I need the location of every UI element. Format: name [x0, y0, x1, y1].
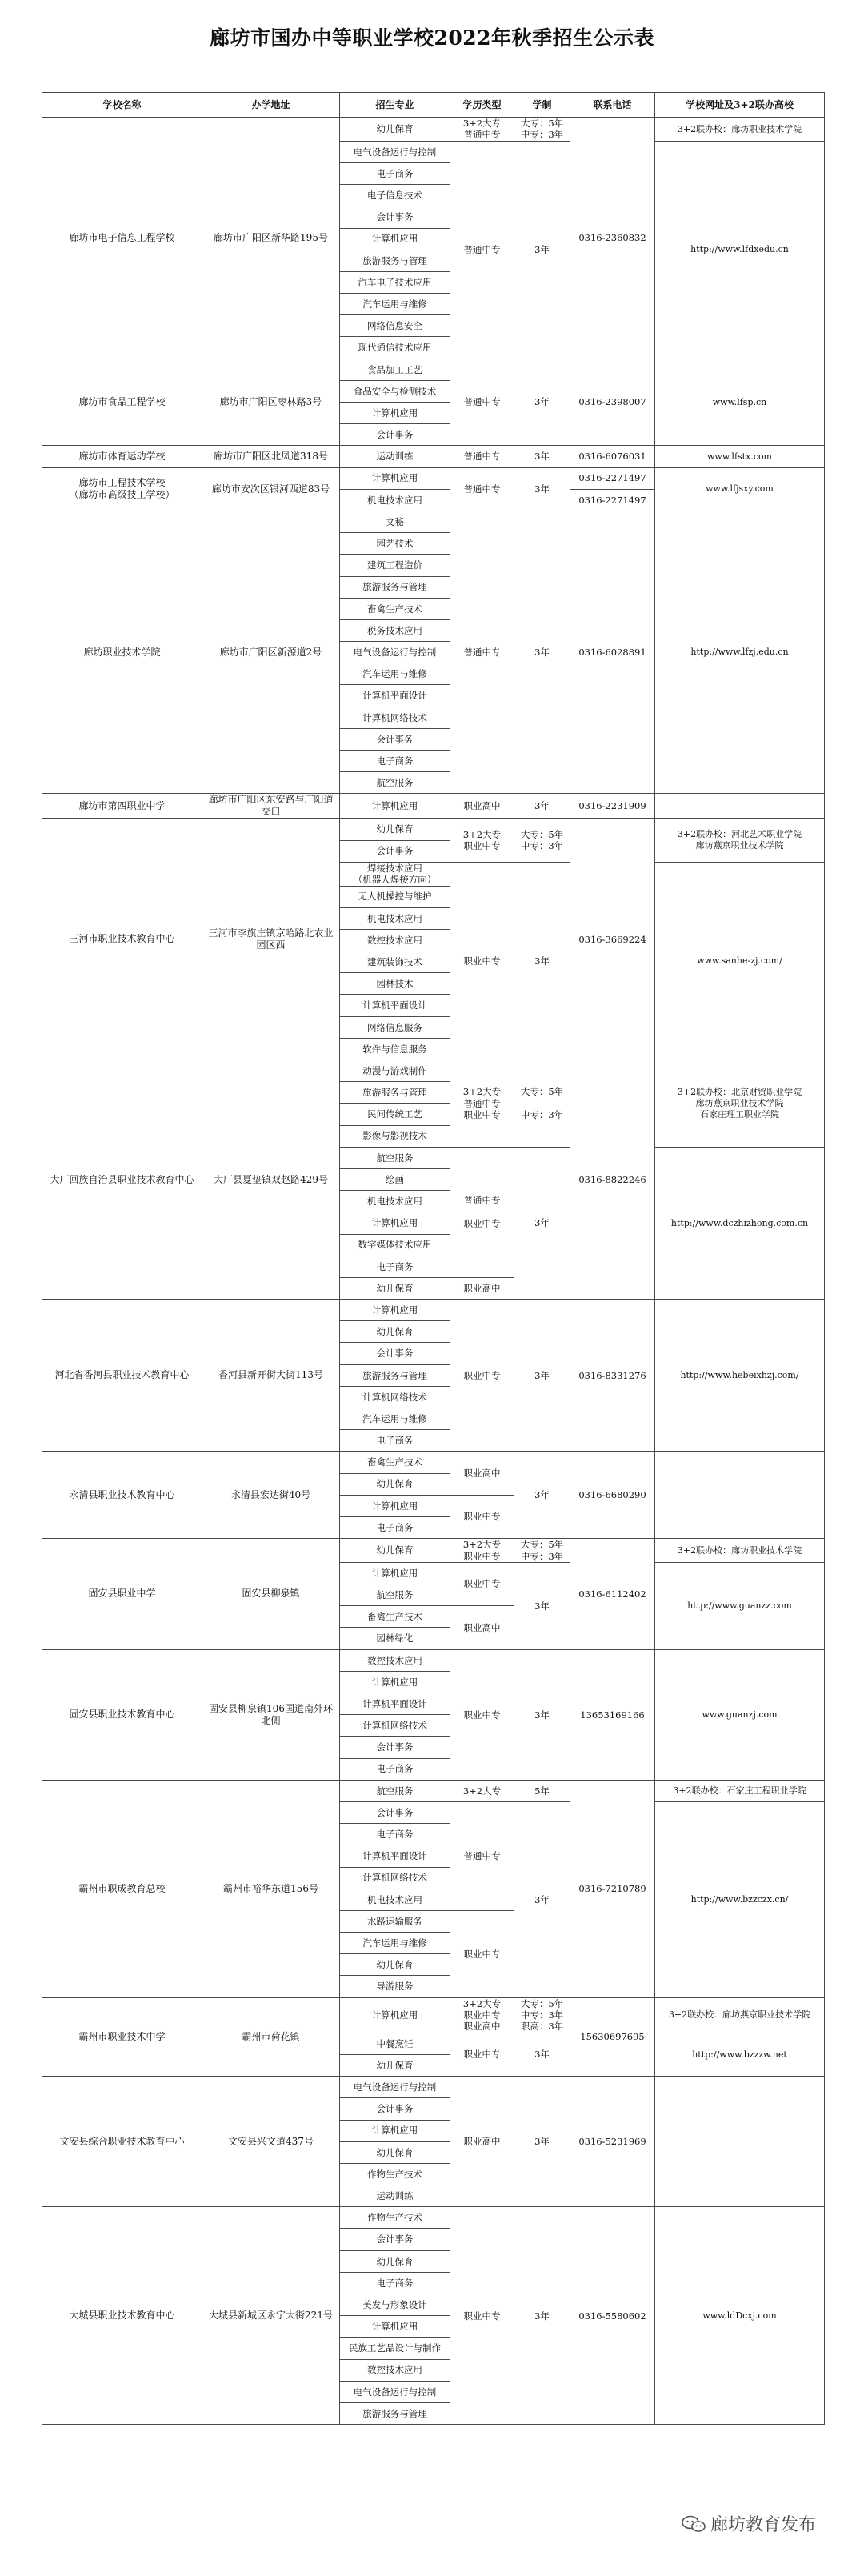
major-cell: 运动训练	[340, 2185, 450, 2207]
major-cell: 航空服务	[340, 1147, 450, 1168]
major-cell: 无人机操控与维护	[340, 886, 450, 907]
major-cell: 绘画	[340, 1168, 450, 1190]
major-cell: 幼儿保育	[340, 2141, 450, 2163]
major-cell: 电子商务	[340, 1430, 450, 1452]
major-cell: 机电技术应用	[340, 907, 450, 929]
major-cell: 计算机网络技术	[340, 1867, 450, 1889]
contact-phone: 0316-8822246	[570, 1060, 655, 1300]
school-address: 大厂县夏垫镇双赵路429号	[202, 1060, 340, 1300]
contact-phone: 0316-2231909	[570, 794, 655, 819]
school-name: 固安县职业技术教育中心	[42, 1649, 202, 1780]
major-cell: 计算机网络技术	[340, 1715, 450, 1737]
major-cell: 数字媒体技术应用	[340, 1234, 450, 1256]
major-cell: 现代通信技术应用	[340, 337, 450, 359]
education-type: 职业中专	[450, 1495, 514, 1538]
education-type: 3+2大专	[450, 1780, 514, 1801]
duration: 3年	[514, 446, 570, 467]
major-cell: 会计事务	[340, 840, 450, 862]
major-cell: 影像与影视技术	[340, 1125, 450, 1147]
education-type: 职业中专	[450, 1910, 514, 1997]
school-address: 固安县柳泉镇106国道南外环北侧	[202, 1649, 340, 1780]
major-cell: 会计事务	[340, 1801, 450, 1823]
contact-phone: 0316-6076031	[570, 446, 655, 467]
major-cell: 电子商务	[340, 1758, 450, 1780]
school-address: 永清县宏达街40号	[202, 1452, 340, 1539]
education-type: 职业高中	[450, 1606, 514, 1649]
school-address: 文安县兴文道437号	[202, 2077, 340, 2207]
major-cell: 计算机应用	[340, 1300, 450, 1321]
education-type: 职业高中	[450, 2077, 514, 2207]
major-cell: 电气设备运行与控制	[340, 642, 450, 663]
contact-phone: 0316-6028891	[570, 511, 655, 793]
table-row	[42, 1539, 825, 1563]
table-row	[42, 511, 825, 532]
website-cell: www.guanzj.com	[655, 1649, 825, 1780]
table-header-row	[42, 93, 825, 118]
major-cell: 航空服务	[340, 1780, 450, 1801]
education-type: 职业中专	[450, 2033, 514, 2076]
major-cell: 文秘	[340, 511, 450, 532]
website-cell: 3+2联办校：廊坊燕京职业技术学院	[655, 1997, 825, 2033]
major-cell: 旅游服务与管理	[340, 576, 450, 598]
contact-phone: 0316-2360832	[570, 118, 655, 359]
table-row	[42, 1452, 825, 1473]
duration: 3年	[514, 141, 570, 359]
duration: 3年	[514, 511, 570, 793]
duration: 3年	[514, 467, 570, 511]
education-type: 普通中专	[450, 467, 514, 511]
education-type: 职业高中	[450, 1277, 514, 1299]
school-name: 霸州市职成教育总校	[42, 1780, 202, 1997]
table-row	[42, 2207, 825, 2229]
contact-phone: 13653169166	[570, 1649, 655, 1780]
major-cell: 电子商务	[340, 1256, 450, 1277]
website-cell: http://www.lfzj.edu.cn	[655, 511, 825, 793]
duration: 3年	[514, 2033, 570, 2076]
major-cell: 电气设备运行与控制	[340, 2381, 450, 2402]
school-name: 廊坊市体育运动学校	[42, 446, 202, 467]
major-cell: 建筑装饰技术	[340, 951, 450, 973]
website-cell: http://www.lfdxedu.cn	[655, 141, 825, 359]
school-address: 三河市李旗庄镇京哈路北农业园区西	[202, 819, 340, 1060]
duration: 3年	[514, 2207, 570, 2425]
education-type: 3+2大专 普通中专	[450, 118, 514, 142]
major-cell: 作物生产技术	[340, 2163, 450, 2185]
major-cell: 幼儿保育	[340, 1321, 450, 1343]
education-type: 职业中专	[450, 1300, 514, 1452]
education-type: 普通中专 职业中专	[450, 1147, 514, 1277]
major-cell: 计算机应用	[340, 403, 450, 424]
major-cell: 电气设备运行与控制	[340, 2077, 450, 2098]
major-cell: 旅游服务与管理	[340, 1364, 450, 1386]
major-cell: 民族工艺品设计与制作	[340, 2338, 450, 2359]
duration: 3年	[514, 862, 570, 1060]
major-cell: 计算机网络技术	[340, 1386, 450, 1408]
education-type: 普通中专	[450, 511, 514, 793]
education-type: 3+2大专 职业中专	[450, 1539, 514, 1563]
major-cell: 汽车运用与维修	[340, 1408, 450, 1430]
contact-phone: 0316-2271497	[570, 489, 655, 511]
school-name: 大城县职业技术教育中心	[42, 2207, 202, 2425]
major-cell: 计算机平面设计	[340, 1693, 450, 1715]
duration: 3年	[514, 1300, 570, 1452]
contact-phone: 0316-6112402	[570, 1539, 655, 1650]
contact-phone: 0316-2398007	[570, 359, 655, 446]
education-type: 普通中专	[450, 359, 514, 446]
header-duration: 学制	[514, 93, 570, 118]
major-cell: 畜禽生产技术	[340, 598, 450, 619]
duration: 3年	[514, 2077, 570, 2207]
major-cell: 会计事务	[340, 206, 450, 228]
major-cell: 软件与信息服务	[340, 1038, 450, 1060]
contact-phone: 0316-2271497	[570, 467, 655, 489]
major-cell: 网络信息服务	[340, 1016, 450, 1038]
school-address: 廊坊市广阳区北凤道318号	[202, 446, 340, 467]
major-cell: 园林技术	[340, 973, 450, 995]
contact-phone: 0316-3669224	[570, 819, 655, 1060]
header-website: 学校网址及3+2联办高校	[655, 93, 825, 118]
website-cell: 3+2联办校：廊坊职业技术学院	[655, 118, 825, 142]
website-cell: www.lfsp.cn	[655, 359, 825, 446]
enrollment-table	[42, 92, 825, 2425]
school-name: 廊坊市电子信息工程学校	[42, 118, 202, 359]
table-row	[42, 118, 825, 142]
major-cell: 动漫与游戏制作	[340, 1060, 450, 1082]
school-address: 廊坊市广阳区枣林路3号	[202, 359, 340, 446]
major-cell: 数控技术应用	[340, 929, 450, 951]
duration: 3年	[514, 359, 570, 446]
education-type: 3+2大专 普通中专 职业中专	[450, 1060, 514, 1148]
duration: 3年	[514, 1649, 570, 1780]
school-name: 廊坊职业技术学院	[42, 511, 202, 793]
education-type: 职业中专	[450, 2207, 514, 2425]
duration: 大专：5年 中专：3年 职高：3年	[514, 1997, 570, 2033]
major-cell: 计算机网络技术	[340, 707, 450, 728]
major-cell: 幼儿保育	[340, 2250, 450, 2272]
major-cell: 计算机平面设计	[340, 1845, 450, 1867]
website-cell: 3+2联办校：北京财贸职业学院 廊坊燕京职业技术学院 石家庄理工职业学院	[655, 1060, 825, 1148]
major-cell: 会计事务	[340, 728, 450, 750]
major-cell: 幼儿保育	[340, 1277, 450, 1299]
education-type: 3+2大专 职业中专	[450, 819, 514, 862]
major-cell: 汽车运用与维修	[340, 663, 450, 685]
page-title: 廊坊市国办中等职业学校2022年秋季招生公示表	[209, 26, 655, 50]
duration: 3年	[514, 1801, 570, 1997]
website-cell: www.sanhe-zj.com/	[655, 862, 825, 1060]
watermark	[682, 2511, 816, 2536]
major-cell: 机电技术应用	[340, 1889, 450, 1910]
education-type: 普通中专	[450, 141, 514, 359]
school-address: 固安县柳泉镇	[202, 1539, 340, 1650]
header-education-type: 学历类型	[450, 93, 514, 118]
major-cell: 机电技术应用	[340, 1191, 450, 1212]
major-cell: 数控技术应用	[340, 1649, 450, 1671]
table-row	[42, 1060, 825, 1082]
website-cell	[655, 794, 825, 819]
major-cell: 电子商务	[340, 2272, 450, 2294]
major-cell: 导游服务	[340, 1976, 450, 1997]
major-cell: 旅游服务与管理	[340, 2402, 450, 2424]
school-name: 固安县职业中学	[42, 1539, 202, 1650]
major-cell: 园艺技术	[340, 533, 450, 555]
contact-phone: 0316-6680290	[570, 1452, 655, 1539]
school-name: 河北省香河县职业技术教育中心	[42, 1300, 202, 1452]
header-school-name: 学校名称	[42, 93, 202, 118]
major-cell: 电子商务	[340, 1824, 450, 1845]
school-address: 廊坊市广阳区新源道2号	[202, 511, 340, 793]
duration: 3年	[514, 1452, 570, 1539]
table-row	[42, 1300, 825, 1321]
school-name: 霸州市职业技术中学	[42, 1997, 202, 2077]
table-row	[42, 1780, 825, 1801]
major-cell: 计算机应用	[340, 1671, 450, 1693]
school-name: 大厂回族自治县职业技术教育中心	[42, 1060, 202, 1300]
website-cell: www.lfstx.com	[655, 446, 825, 467]
website-cell: www.ldDcxj.com	[655, 2207, 825, 2425]
major-cell: 中餐烹饪	[340, 2033, 450, 2054]
major-cell: 会计事务	[340, 1737, 450, 1758]
contact-phone: 0316-8331276	[570, 1300, 655, 1452]
table-body	[42, 118, 825, 2425]
education-type: 职业中专	[450, 862, 514, 1060]
major-cell: 畜禽生产技术	[340, 1606, 450, 1628]
major-cell: 旅游服务与管理	[340, 250, 450, 271]
major-cell: 计算机平面设计	[340, 995, 450, 1016]
major-cell: 幼儿保育	[340, 118, 450, 142]
school-address: 香河县新开街大街113号	[202, 1300, 340, 1452]
table-row	[42, 359, 825, 380]
major-cell: 计算机应用	[340, 228, 450, 250]
school-name: 永清县职业技术教育中心	[42, 1452, 202, 1539]
duration: 大专：5年 中专：3年	[514, 118, 570, 142]
table-row	[42, 467, 825, 489]
major-cell: 计算机应用	[340, 2316, 450, 2338]
major-cell: 计算机应用	[340, 467, 450, 489]
website-cell: 3+2联办校：河北艺术职业学院 廊坊燕京职业技术学院	[655, 819, 825, 862]
major-cell: 税务技术应用	[340, 619, 450, 641]
major-cell: 计算机应用	[340, 2120, 450, 2141]
major-cell: 建筑工程造价	[340, 555, 450, 576]
school-address: 廊坊市广阳区新华路195号	[202, 118, 340, 359]
header-phone: 联系电话	[570, 93, 655, 118]
website-cell: http://www.bzzczx.cn/	[655, 1801, 825, 1997]
website-cell: www.lfjsxy.com	[655, 467, 825, 511]
major-cell: 运动训练	[340, 446, 450, 467]
website-cell: http://www.hebeixhzj.com/	[655, 1300, 825, 1452]
major-cell: 会计事务	[340, 2229, 450, 2250]
major-cell: 幼儿保育	[340, 2054, 450, 2076]
website-cell: 3+2联办校：石家庄工程职业学院	[655, 1780, 825, 1801]
website-cell	[655, 2077, 825, 2207]
school-name: 廊坊市食品工程学校	[42, 359, 202, 446]
website-cell: http://www.guanzz.com	[655, 1562, 825, 1649]
major-cell: 汽车电子技术应用	[340, 271, 450, 293]
table-row	[42, 819, 825, 840]
major-cell: 计算机应用	[340, 794, 450, 819]
major-cell: 计算机应用	[340, 1562, 450, 1584]
major-cell: 电子商务	[340, 162, 450, 184]
duration: 5年	[514, 1780, 570, 1801]
major-cell: 汽车运用与维修	[340, 294, 450, 315]
school-address: 霸州市裕华东道156号	[202, 1780, 340, 1997]
school-name: 廊坊市工程技术学校 （廊坊市高级技工学校）	[42, 467, 202, 511]
duration: 3年	[514, 794, 570, 819]
table-row	[42, 2077, 825, 2098]
contact-phone: 0316-5231969	[570, 2077, 655, 2207]
chat-bubble-icon	[682, 2515, 706, 2533]
major-cell: 会计事务	[340, 424, 450, 446]
major-cell: 机电技术应用	[340, 489, 450, 511]
table-row	[42, 1997, 825, 2033]
major-cell: 电子商务	[340, 1516, 450, 1538]
website-cell: 3+2联办校：廊坊职业技术学院	[655, 1539, 825, 1563]
major-cell: 航空服务	[340, 772, 450, 794]
major-cell: 食品加工工艺	[340, 359, 450, 380]
website-cell: http://www.bzzzw.net	[655, 2033, 825, 2076]
major-cell: 幼儿保育	[340, 819, 450, 840]
major-cell: 美发与形象设计	[340, 2294, 450, 2316]
school-address: 廊坊市安次区银河西道83号	[202, 467, 340, 511]
school-address: 大城县新城区永宁大街221号	[202, 2207, 340, 2425]
website-cell: http://www.dczhizhong.com.cn	[655, 1147, 825, 1299]
major-cell: 计算机应用	[340, 1212, 450, 1234]
duration: 3年	[514, 1147, 570, 1299]
major-cell: 电子商务	[340, 751, 450, 772]
education-type: 职业中专	[450, 1649, 514, 1780]
major-cell: 会计事务	[340, 1343, 450, 1364]
contact-phone: 0316-7210789	[570, 1780, 655, 1997]
major-cell: 旅游服务与管理	[340, 1082, 450, 1104]
major-cell: 网络信息安全	[340, 315, 450, 337]
duration: 大专：5年 中专：3年	[514, 1060, 570, 1148]
major-cell: 计算机应用	[340, 1495, 450, 1516]
table-row	[42, 794, 825, 819]
major-cell: 园林绿化	[340, 1628, 450, 1649]
major-cell: 焊接技术应用 （机器人焊接方向）	[340, 862, 450, 886]
table-row	[42, 446, 825, 467]
school-address: 廊坊市广阳区东安路与广阳道交口	[202, 794, 340, 819]
duration: 3年	[514, 1562, 570, 1649]
major-cell: 食品安全与检测技术	[340, 380, 450, 402]
major-cell: 电气设备运行与控制	[340, 141, 450, 162]
major-cell: 计算机应用	[340, 1997, 450, 2033]
education-type: 职业高中	[450, 794, 514, 819]
major-cell: 航空服务	[340, 1584, 450, 1606]
education-type: 普通中专	[450, 446, 514, 467]
school-name: 三河市职业技术教育中心	[42, 819, 202, 1060]
major-cell: 幼儿保育	[340, 1473, 450, 1495]
watermark-text: 廊坊教育发布	[710, 2515, 816, 2535]
major-cell: 畜禽生产技术	[340, 1452, 450, 1473]
website-cell	[655, 1452, 825, 1539]
duration: 大专：5年 中专：3年	[514, 819, 570, 862]
major-cell: 水路运输服务	[340, 1910, 450, 1932]
school-name: 廊坊市第四职业中学	[42, 794, 202, 819]
major-cell: 幼儿保育	[340, 1539, 450, 1563]
contact-phone: 15630697695	[570, 1997, 655, 2077]
education-type: 职业高中	[450, 1452, 514, 1495]
duration: 大专：5年 中专：3年	[514, 1539, 570, 1563]
contact-phone: 0316-5580602	[570, 2207, 655, 2425]
major-cell: 数控技术应用	[340, 2359, 450, 2381]
education-type: 3+2大专 职业中专 职业高中	[450, 1997, 514, 2033]
education-type: 普通中专	[450, 1801, 514, 1910]
major-cell: 会计事务	[340, 2098, 450, 2120]
major-cell: 计算机平面设计	[340, 685, 450, 707]
education-type: 职业中专	[450, 1562, 514, 1605]
header-address: 办学地址	[202, 93, 340, 118]
school-address: 霸州市荷花镇	[202, 1997, 340, 2077]
major-cell: 汽车运用与维修	[340, 1933, 450, 1954]
major-cell: 幼儿保育	[340, 1954, 450, 1976]
major-cell: 作物生产技术	[340, 2207, 450, 2229]
major-cell: 电子信息技术	[340, 185, 450, 206]
school-name: 文安县综合职业技术教育中心	[42, 2077, 202, 2207]
table-row	[42, 1649, 825, 1671]
header-majors: 招生专业	[340, 93, 450, 118]
major-cell: 民间传统工艺	[340, 1104, 450, 1125]
